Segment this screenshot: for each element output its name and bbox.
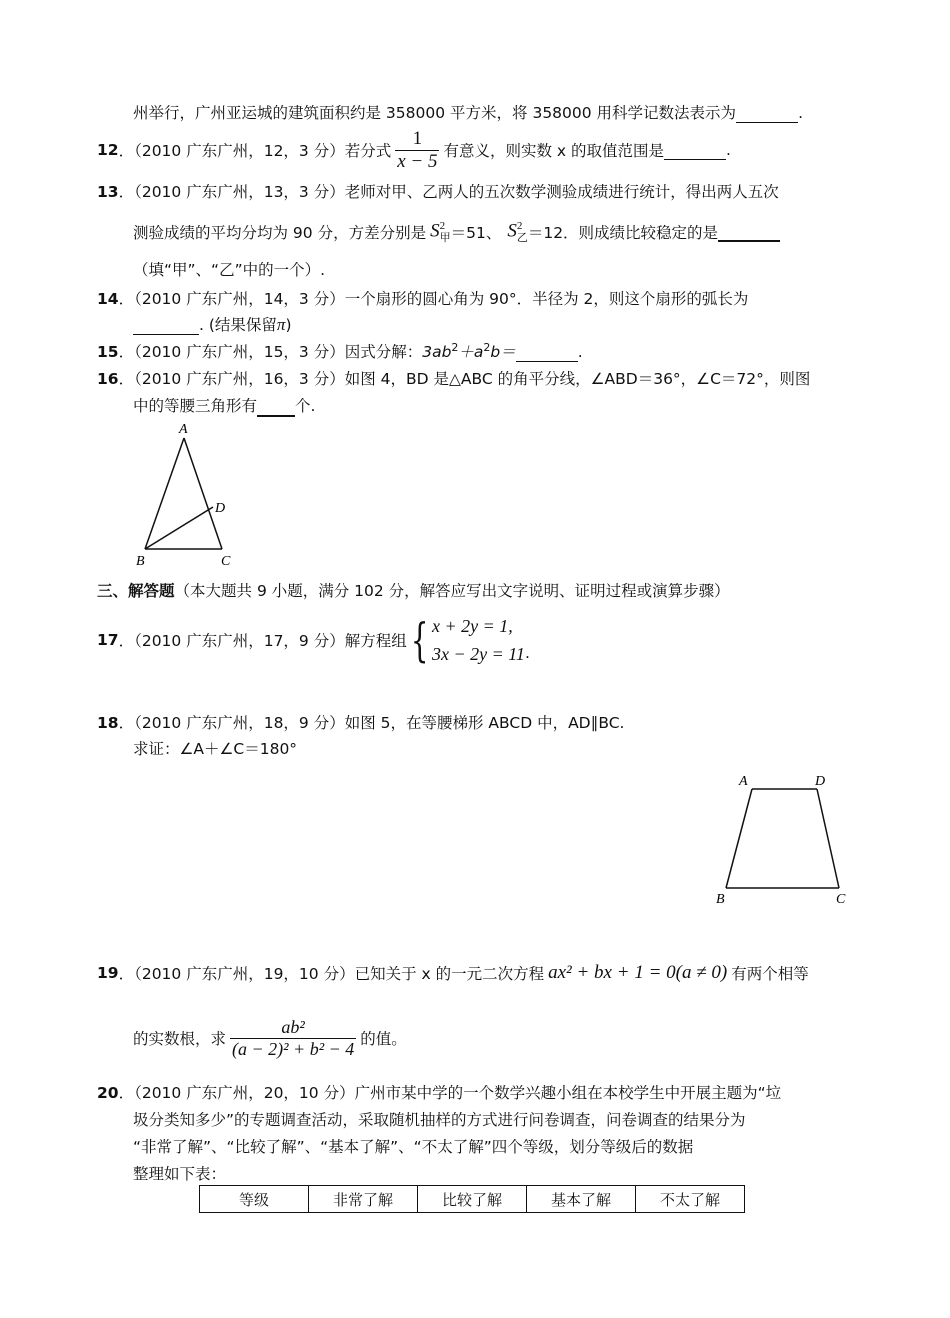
side-ac (184, 438, 222, 549)
q19-text2a: 的实数根，求 (133, 1030, 227, 1048)
q17-eq1: x + 2y = 1, (432, 616, 513, 636)
table-row (200, 1186, 745, 1213)
q14-blank[interactable] (133, 316, 199, 335)
side-dc (817, 789, 839, 888)
q19-source: ．（2010 广东广州，19，10 分）已知关于 x 的一元二次方程 (118, 965, 545, 983)
q19-text2b: 的值。 (360, 1030, 407, 1048)
q15-blank[interactable] (516, 343, 578, 362)
q18-text2: 求证：∠A＋∠C＝180° (133, 740, 298, 758)
q12-line (97, 126, 731, 174)
q17-system (432, 612, 525, 668)
q14-line1 (97, 287, 748, 309)
table-header-cell: 比较了解 (418, 1186, 527, 1213)
q20-text4: 整理如下表： (133, 1165, 227, 1183)
q18-number: 18 (97, 714, 119, 732)
q20-text3: “非常了解”、“比较了解”、“基本了解”、“不太了解”四个等级，划分等级后的数据 (133, 1138, 694, 1156)
q18-line2 (133, 737, 297, 759)
label-c: C (836, 892, 846, 907)
q12-end: . (726, 141, 731, 159)
q12-frac-den: x − 5 (397, 150, 438, 172)
q19-number: 19 (97, 964, 119, 982)
q14-text1: ．（2010 广东广州，14，3 分）一个扇形的圆心角为 90°．半径为 2，则这个扇形的弧长为 (118, 290, 749, 308)
q16-blank[interactable] (257, 397, 295, 417)
table-header-cell: 非常了解 (309, 1186, 418, 1213)
side-ab (145, 438, 184, 549)
q12-blank[interactable] (664, 141, 726, 160)
q15-number: 15 (97, 343, 119, 361)
q20-line1 (97, 1081, 781, 1103)
q13-text2: 测验成绩的平均分均为 90 分，方差分别是 (133, 224, 427, 242)
q16-number: 16 (97, 370, 119, 388)
q13-line2 (133, 216, 780, 248)
q14-pi: π (276, 315, 286, 334)
label-a: A (179, 422, 188, 437)
table-header-cell: 不太了解 (636, 1186, 745, 1213)
q13-number: 13 (97, 183, 119, 201)
q13-text1: ．（2010 广东广州，13，3 分）老师对甲、乙两人的五次数学测验成绩进行统计，得出两人五次 (118, 183, 779, 201)
q19-equation: ax² + bx + 1 = 0(a ≠ 0) (548, 962, 728, 983)
q13-line1 (97, 180, 779, 202)
q13-s-jia (430, 220, 451, 244)
q17-end: . (524, 644, 530, 662)
q12-frac-num: 1 (412, 127, 423, 149)
q16-text1: ．（2010 广东广州，16，3 分）如图 4，BD 是△ABC 的角平分线，∠ABD＝36°，∠C＝72°，则图 (118, 370, 811, 388)
q12-source: ．（2010 广东广州，12，3 分）若分式 (118, 142, 392, 160)
q13-sup2: 2 (516, 220, 523, 232)
level-table (199, 1185, 745, 1213)
q20-text2: 圾分类知多少”的专题调查活动，采取随机抽样的方式进行问卷调查，问卷调查的结果分为 (133, 1111, 746, 1129)
q16-line2 (133, 394, 315, 417)
label-a: A (739, 774, 748, 789)
q18-line1 (97, 711, 624, 733)
q15-source: ．（2010 广东广州，15，3 分）因式分解： (118, 343, 423, 361)
q15-sup2: 2 (483, 340, 491, 354)
label-b: B (136, 554, 145, 569)
q13-blank[interactable] (718, 222, 780, 242)
q14-text2: . (结果保留 (199, 316, 277, 334)
label-d: D (215, 501, 226, 516)
figure-5-trapezoid (710, 770, 860, 910)
q17-line (97, 610, 530, 670)
q15-sup1: 2 (451, 340, 459, 354)
q15-end: . (577, 343, 583, 361)
q12-number: 12 (97, 141, 119, 159)
q18-text1: ．（2010 广东广州，18，9 分）如图 5，在等腰梯形 ABCD 中，AD∥BC. (118, 714, 625, 732)
q17-number: 17 (97, 631, 119, 649)
q11-end: . (798, 104, 803, 122)
q13-val-yi: ＝12．则成绩比较稳定的是 (527, 224, 719, 242)
section3-heading (97, 579, 730, 601)
section3-desc: （本大题共 9 小题，满分 102 分，解答应写出文字说明、证明过程或演算步骤） (174, 582, 730, 600)
q13-val-jia: ＝51、 (450, 224, 502, 242)
q16-line1 (97, 367, 810, 389)
q20-number: 20 (97, 1084, 119, 1102)
q19-frac-den: (a − 2)² + b² − 4 (232, 1038, 355, 1059)
q13-sup1: 2 (439, 220, 446, 232)
q16-text2b: 个. (295, 397, 316, 415)
figure-4-triangle (130, 420, 250, 570)
q13-text3: （填“甲”、“乙”中的一个）. (133, 261, 326, 279)
q15-expr-b: b＝ (490, 343, 516, 361)
q14-number: 14 (97, 290, 119, 308)
q11-line (133, 101, 803, 123)
q19-frac-num: ab² (281, 1016, 305, 1037)
label-c: C (221, 554, 231, 569)
q15-expr-a: 3ab (422, 343, 452, 361)
q13-s2: S (507, 220, 517, 242)
q15-expr-plus: ＋a (458, 343, 484, 361)
q19-line2 (133, 1010, 407, 1066)
q13-s1: S (430, 220, 440, 242)
q19-line1 (97, 958, 809, 988)
q17-eq2: 3x − 2y = 11 (432, 644, 525, 664)
q17-brace: { (410, 613, 429, 667)
q20-line2 (133, 1108, 746, 1130)
q19-fraction (230, 1017, 356, 1060)
q11-text: 州举行，广州亚运城的建筑面积约是 358000 平方米，将 358000 用科学记数法表示为 (133, 104, 737, 122)
q14-close: ) (285, 316, 292, 334)
q13-line3 (133, 258, 325, 280)
label-d: D (815, 774, 826, 789)
table-header-cell: 基本了解 (527, 1186, 636, 1213)
table-header-cell: 等级 (200, 1186, 309, 1213)
q14-line2 (133, 313, 292, 335)
q16-text2a: 中的等腰三角形有 (133, 397, 258, 415)
q17-source: ．（2010 广东广州，17，9 分）解方程组 (118, 632, 407, 650)
q15-line (97, 340, 583, 362)
q12-text: 有意义，则实数 x 的取值范围是 (443, 142, 665, 160)
q19-text1: 有两个相等 (731, 965, 809, 983)
q11-blank[interactable] (736, 104, 798, 123)
q13-sub-yi: 乙 (516, 231, 528, 244)
label-b: B (716, 892, 725, 907)
section3-title: 三、解答题 (97, 582, 175, 600)
q12-fraction (395, 128, 439, 173)
q20-line4 (133, 1162, 226, 1184)
side-ab (726, 789, 752, 888)
bisector-bd (145, 507, 213, 549)
q13-s-yi (507, 220, 528, 244)
q13-sub-jia: 甲 (439, 231, 451, 244)
q20-line3 (133, 1135, 693, 1157)
q20-text1: ．（2010 广东广州，20，10 分）广州市某中学的一个数学兴趣小组在本校学生中开展主题为“垃 (118, 1084, 782, 1102)
